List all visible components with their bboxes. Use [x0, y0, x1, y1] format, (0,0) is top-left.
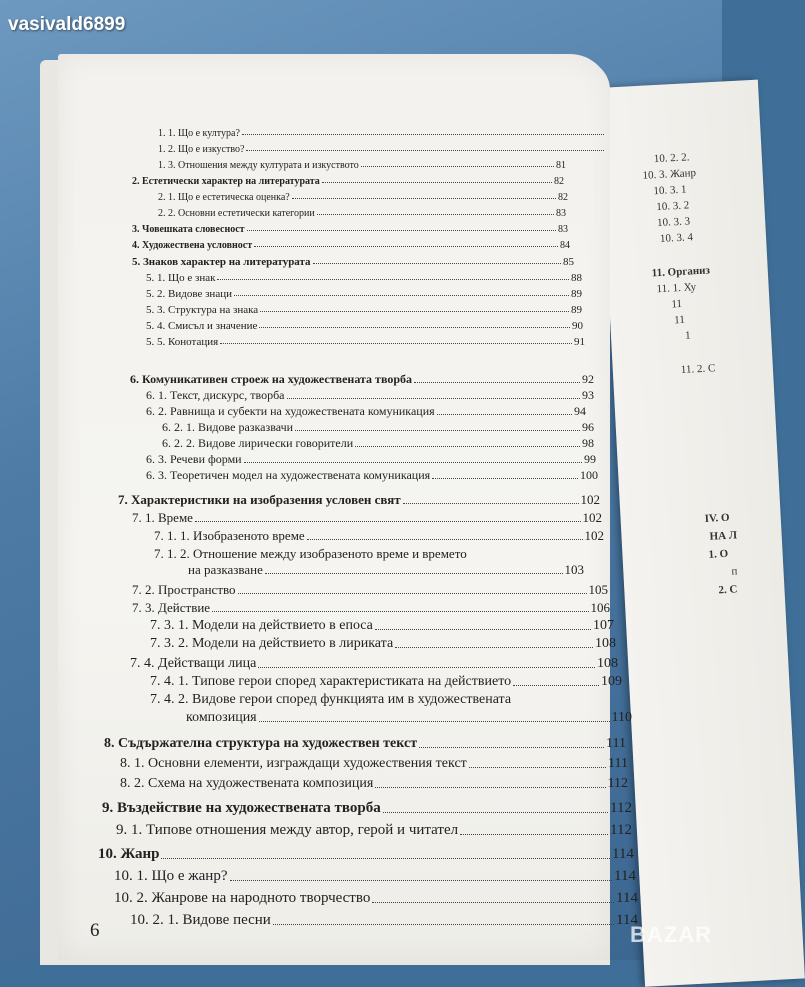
toc-entry — [132, 510, 602, 526]
toc-entry-page: 96 — [582, 420, 594, 434]
right-page-fragment: п — [731, 565, 738, 578]
toc-entry-title: 8. 1. Основни елементи, изграждащи художествения текст — [120, 756, 467, 771]
toc-leader-dots — [195, 521, 581, 522]
toc-entry — [158, 208, 566, 219]
toc-entry — [150, 692, 632, 708]
toc-leader-dots — [513, 685, 599, 686]
toc-entry-page: 99 — [584, 452, 596, 466]
toc-leader-dots — [247, 230, 556, 231]
toc-entry-continuation — [188, 562, 584, 578]
toc-entry — [158, 192, 568, 203]
page-number: 6 — [90, 920, 100, 941]
toc-entry-title: на разказване — [188, 562, 263, 577]
bazar-logo: BAZAR — [630, 922, 712, 947]
toc-entry-page: 105 — [588, 582, 608, 597]
toc-entry — [130, 656, 618, 672]
toc-entry-page: 83 — [556, 208, 566, 219]
toc-entry — [154, 528, 604, 544]
toc-leader-dots — [361, 166, 554, 167]
toc-entry-title: 2. 2. Основни естетически категории — [158, 208, 315, 219]
toc-entry-title: 8. Съдържателна структура на художествен текст — [104, 736, 418, 751]
toc-leader-dots — [322, 182, 552, 183]
toc-entry-title: 6. 2. Равнища и субекти на художествената комуникация — [146, 404, 435, 418]
right-page-fragment: 11. 2. С — [680, 362, 716, 377]
toc-entry-title: 2. 1. Що е естетическа оценка? — [158, 192, 290, 203]
toc-entry — [116, 822, 632, 839]
toc-entry — [162, 436, 594, 451]
toc-entry — [162, 420, 594, 435]
toc-entry-title: 5. 3. Структура на знака — [146, 304, 259, 316]
toc-entry-title: 7. 4. 1. Типове герои според характеристиката на действието — [150, 674, 512, 689]
toc-entry-page: 83 — [558, 224, 568, 235]
toc-leader-dots — [254, 246, 558, 247]
toc-entry-title: 7. 1. 1. Изобразеното време — [154, 528, 305, 543]
toc-entry-page: 85 — [563, 256, 574, 268]
toc-entry — [130, 372, 594, 387]
toc-entry-title: 10. Жанр — [98, 846, 160, 862]
toc-entry — [158, 144, 606, 155]
toc-entry-title: 1. 1. Що е култура? — [158, 128, 240, 139]
right-page-fragment: НА Л — [709, 529, 738, 543]
toc-leader-dots — [258, 667, 595, 668]
toc-entry-title: композиция — [186, 710, 257, 725]
toc-entry — [150, 674, 622, 690]
toc-entry-title: 4. Художествена условност — [132, 240, 253, 251]
toc-entry — [146, 336, 585, 348]
toc-entry-title: 7. 4. 2. Видове герои според функцията им в художествената — [150, 692, 512, 707]
toc-entry-page: 82 — [554, 176, 564, 187]
toc-leader-dots — [265, 573, 563, 574]
toc-entry — [98, 846, 634, 863]
toc-entry — [150, 636, 616, 652]
toc-entry-page: 111 — [608, 756, 628, 771]
toc-entry — [146, 304, 582, 316]
toc-entry-page: 98 — [582, 436, 594, 450]
toc-entry-title: 8. 2. Схема на художествената композиция — [120, 776, 374, 791]
toc-entry-title: 7. 3. 1. Модели на действието в епоса — [150, 618, 373, 633]
toc-entry-page: 91 — [574, 336, 585, 348]
toc-entry-title: 1. 3. Отношения между културата и изкуството — [158, 160, 359, 171]
toc-entry — [132, 600, 610, 616]
toc-entry-page: 114 — [614, 868, 636, 884]
toc-leader-dots — [217, 279, 569, 280]
seller-watermark: vasivald6899 — [8, 14, 126, 35]
toc-entry-title: 9. Въздействие на художествената творба — [102, 800, 381, 816]
toc-leader-dots — [242, 134, 604, 135]
toc-entry-page: 110 — [611, 710, 632, 725]
toc-entry — [150, 618, 614, 634]
right-page-fragment: 10. 3. 3 — [656, 215, 691, 230]
toc-entry-page: 102 — [582, 510, 602, 525]
toc-entry-page: 92 — [582, 372, 594, 386]
right-page-fragment: 10. 3. 1 — [653, 183, 687, 198]
right-page-fragment: 11. Организ — [651, 264, 711, 280]
toc-entry — [132, 224, 568, 235]
toc-entry — [146, 388, 594, 403]
toc-entry — [146, 468, 598, 483]
toc-leader-dots — [375, 629, 591, 630]
toc-entry-page: 112 — [607, 776, 628, 791]
toc-leader-dots — [313, 263, 561, 264]
right-page-fragment: 11. 1. Ху — [656, 281, 697, 296]
toc-leader-dots — [246, 150, 604, 151]
toc-entry-page: 114 — [616, 912, 638, 928]
toc-entry — [154, 546, 584, 562]
toc-entry — [146, 452, 596, 467]
toc-entry-page: 111 — [606, 736, 626, 751]
toc-entry — [158, 160, 566, 171]
toc-entry — [114, 890, 638, 907]
toc-entry — [146, 272, 582, 284]
toc-entry — [132, 176, 564, 187]
toc-entry-continuation — [186, 710, 632, 726]
right-page-fragment: 10. 3. 4 — [659, 231, 694, 245]
toc-entry-title: 6. 3. Теоретичен модел на художествената комуникация — [146, 468, 431, 482]
toc-entry — [130, 912, 638, 929]
toc-leader-dots — [307, 539, 583, 540]
toc-leader-dots — [212, 611, 588, 612]
toc-leader-dots — [292, 198, 556, 199]
toc-entry-page: 102 — [580, 492, 600, 507]
toc-entry-page: 114 — [612, 846, 634, 862]
toc-entry — [146, 288, 582, 300]
toc-entry — [120, 776, 628, 792]
toc-leader-dots — [259, 721, 610, 722]
toc-entry-page: 93 — [582, 388, 594, 402]
toc-entry-title: 7. 3. Действие — [132, 600, 211, 615]
toc-entry-title: 6. 3. Речеви форми — [146, 452, 242, 466]
toc-entry-page: 112 — [610, 800, 632, 816]
toc-entry — [132, 240, 570, 251]
toc-leader-dots — [260, 311, 569, 312]
toc-leader-dots — [419, 747, 604, 748]
toc-leader-dots — [414, 382, 580, 383]
toc-entry-title: 10. 2. 1. Видове песни — [130, 912, 271, 928]
toc-entry-title: 7. 4. Действащи лица — [130, 656, 257, 671]
toc-leader-dots — [317, 214, 554, 215]
toc-leader-dots — [244, 462, 582, 463]
toc-leader-dots — [469, 767, 606, 768]
toc-leader-dots — [375, 787, 605, 788]
toc-entry — [102, 800, 632, 817]
right-page-fragment: 11 — [671, 297, 683, 311]
toc-entry-title: 5. 1. Що е знак — [146, 272, 216, 284]
toc-leader-dots — [403, 503, 579, 504]
right-page-fragment: IV. О — [704, 511, 730, 525]
toc-entry — [118, 492, 600, 508]
toc-entry — [120, 756, 628, 772]
toc-entry-page: 109 — [601, 674, 622, 689]
toc-entry — [114, 868, 636, 885]
toc-leader-dots — [287, 398, 581, 399]
toc-entry-title: 7. 1. Време — [132, 510, 193, 525]
toc-entry-page: 106 — [590, 600, 610, 615]
toc-leader-dots — [238, 593, 587, 594]
toc-entry-title: 5. 5. Конотация — [146, 336, 219, 348]
right-page-fragment: 10. 3. 2 — [655, 199, 690, 214]
toc-entry-title: 7. Характеристики на изобразения условен свят — [118, 492, 401, 507]
toc-entry — [132, 582, 608, 598]
right-page-fragment: 11 — [673, 313, 686, 327]
toc-entry — [158, 128, 606, 139]
toc-leader-dots — [460, 834, 608, 835]
toc-entry-page: 108 — [595, 636, 616, 651]
toc-leader-dots — [395, 647, 593, 648]
toc-entry-title: 7. 2. Пространство — [132, 582, 236, 597]
toc-entry-page: 88 — [571, 272, 582, 284]
toc-entry-page: 89 — [571, 288, 582, 300]
toc-entry-page: 100 — [580, 468, 598, 482]
toc-entry-page: 82 — [558, 192, 568, 203]
toc-leader-dots — [234, 295, 569, 296]
toc-leader-dots — [220, 343, 572, 344]
toc-entry-title: 3. Човешката словесност — [132, 224, 245, 235]
toc-leader-dots — [383, 812, 608, 813]
toc-entry-page: 84 — [560, 240, 570, 251]
toc-entry-page: 94 — [574, 404, 586, 418]
toc-entry-title: 7. 3. 2. Модели на действието в лириката — [150, 636, 394, 651]
toc-entry — [146, 404, 586, 419]
toc-entry-title: 6. Комуникативен строеж на художествената творба — [130, 372, 413, 386]
toc-entry — [104, 736, 626, 752]
right-page-fragment: 10. 2. 2. — [653, 151, 690, 166]
toc-leader-dots — [273, 924, 614, 925]
toc-entry — [146, 320, 583, 332]
toc-entry — [132, 256, 574, 268]
right-page-fragment: 2. С — [718, 583, 738, 597]
toc-leader-dots — [372, 902, 614, 903]
toc-leader-dots — [230, 880, 613, 881]
toc-entry-title: 1. 2. Що е изкуство? — [158, 144, 245, 155]
toc-entry-title: 2. Естетически характер на литературата — [132, 176, 320, 187]
toc-leader-dots — [295, 430, 580, 431]
toc-entry-title: 7. 1. 2. Отношение между изобразеното време и времето — [154, 546, 467, 561]
toc-leader-dots — [161, 858, 610, 859]
toc-leader-dots — [432, 478, 578, 479]
right-page-fragment: 1. О — [708, 547, 729, 561]
toc-entry-page: 81 — [556, 160, 566, 171]
toc-entry-title: 6. 2. 2. Видове лирически говорители — [162, 436, 354, 450]
toc-entry-title: 5. 4. Смисъл и значение — [146, 320, 258, 332]
toc-entry-page: 102 — [584, 528, 604, 543]
toc-entry-page: 89 — [571, 304, 582, 316]
toc-entry-title: 5. Знаков характер на литературата — [132, 256, 311, 268]
toc-entry-title: 5. 2. Видове знаци — [146, 288, 232, 300]
toc-entry-title: 10. 1. Що е жанр? — [114, 868, 228, 884]
toc-entry-page: 108 — [597, 656, 618, 671]
toc-leader-dots — [259, 327, 570, 328]
toc-entry-page: 114 — [616, 890, 638, 906]
toc-entry-title: 10. 2. Жанрове на народното творчество — [114, 890, 371, 906]
toc-leader-dots — [437, 414, 572, 415]
toc-leader-dots — [355, 446, 580, 447]
toc-entry-page: 103 — [564, 562, 584, 577]
right-page-fragment: 10. 3. Жанр — [642, 166, 697, 182]
toc-entry-title: 6. 1. Текст, дискурс, творба — [146, 388, 285, 402]
toc-entry-title: 9. 1. Типове отношения между автор, герой и читател — [116, 822, 459, 838]
toc-entry-page: 107 — [593, 618, 614, 633]
toc-entry-page: 112 — [610, 822, 632, 838]
right-page-fragment: 1 — [684, 329, 691, 342]
toc-entry-title: 6. 2. 1. Видове разказвачи — [162, 420, 294, 434]
toc-entry-page: 90 — [572, 320, 583, 332]
